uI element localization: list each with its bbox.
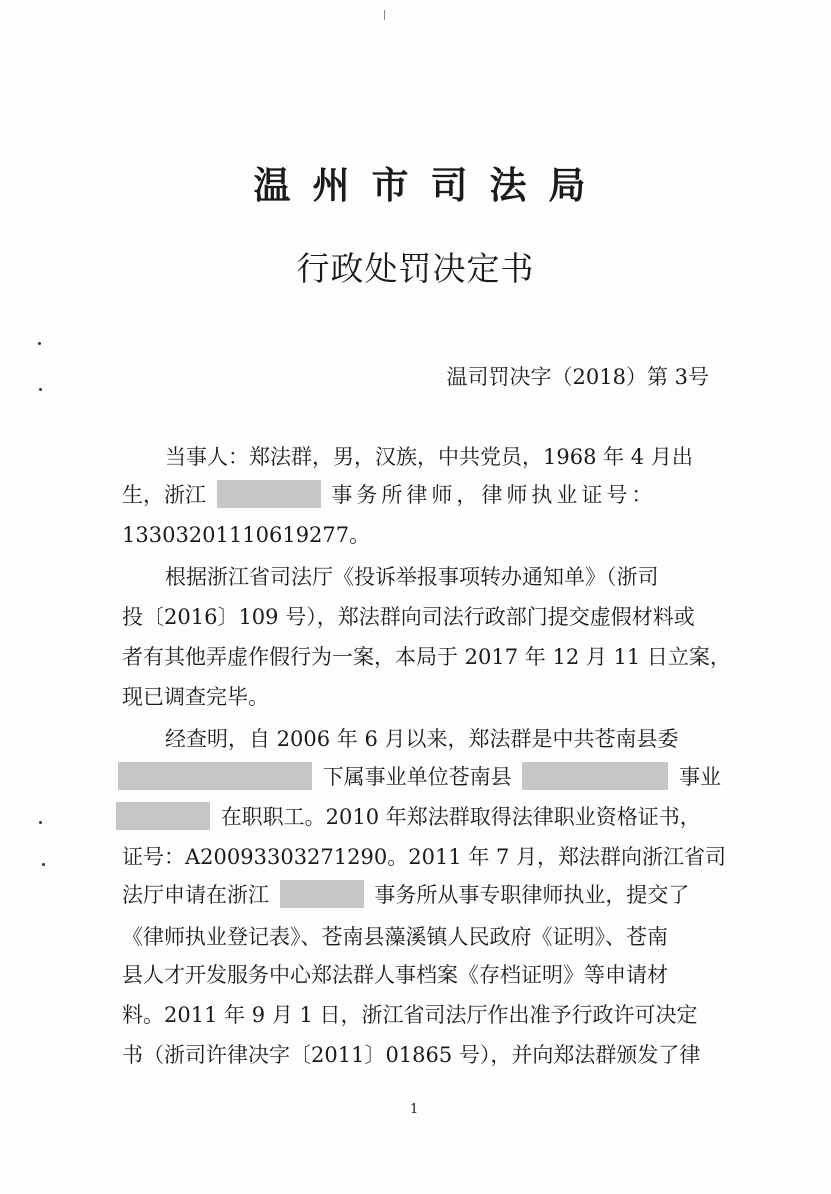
body-line: 投〔2016〕109 号），郑法群向司法行政部门提交虚假材料或	[122, 605, 695, 629]
document-number: 温司罚决字（2018）第 3号	[446, 365, 709, 389]
body-line: 证号：A20093303271290。2011 年 7 月，郑法群向浙江省司	[122, 845, 727, 869]
body-line: 13303201110619277。	[122, 523, 371, 547]
scan-speck	[384, 10, 385, 20]
body-text: 在职职工。2010 年郑法群取得法律职业资格证书，	[220, 805, 701, 829]
body-line: 当事人：郑法群，男，汉族，中共党员，1968 年 4 月出	[165, 445, 693, 469]
body-line: 现已调查完毕。	[122, 685, 269, 709]
redaction-block	[217, 480, 321, 508]
scan-speck	[42, 863, 45, 866]
body-text: 事务所从事专职律师执业，提交了	[374, 883, 690, 907]
body-text: 法厅申请在浙江	[122, 883, 269, 907]
body-text: 下属事业单位苍南县	[322, 765, 512, 789]
body-line	[122, 478, 656, 512]
body-line: 料。2011 年 9 月 1 日，浙江省司法厅作出准予行政许可决定	[122, 1003, 698, 1027]
body-line: 书（浙司许律决字〔2011〕01865 号），并向郑法群颁发了律	[122, 1043, 701, 1067]
body-line: 经查明，自 2006 年 6 月以来，郑法群是中共苍南县委	[165, 727, 679, 751]
body-line	[122, 878, 689, 912]
document-type-title: 行政处罚决定书	[296, 249, 535, 288]
body-line: 《律师执业登记表》、苍南县藻溪镇人民政府《证明》、苍南	[122, 925, 668, 949]
body-text: 事务所律师，律师执业证号：	[331, 483, 657, 507]
redaction-block	[522, 762, 668, 790]
body-line: 根据浙江省司法厅《投诉举报事项转办通知单》（浙司	[165, 565, 659, 589]
body-line	[118, 760, 721, 794]
agency-title: 温州市司法局	[253, 164, 608, 207]
redaction-block	[280, 880, 364, 908]
redaction-block	[118, 762, 312, 790]
body-text: 生，浙江	[122, 483, 206, 507]
scan-speck	[39, 388, 42, 391]
body-line: 者有其他弄虚作假行为一案，本局于 2017 年 12 月 11 日立案，	[122, 645, 731, 669]
body-text: 事业	[679, 765, 722, 789]
body-line	[116, 800, 701, 834]
body-line: 县人才开发服务中心郑法群人事档案《存档证明》等申请材	[122, 963, 668, 987]
page-number: 1	[410, 1102, 419, 1117]
redaction-block	[116, 802, 210, 830]
scan-speck	[38, 342, 41, 345]
scan-speck	[39, 821, 42, 824]
